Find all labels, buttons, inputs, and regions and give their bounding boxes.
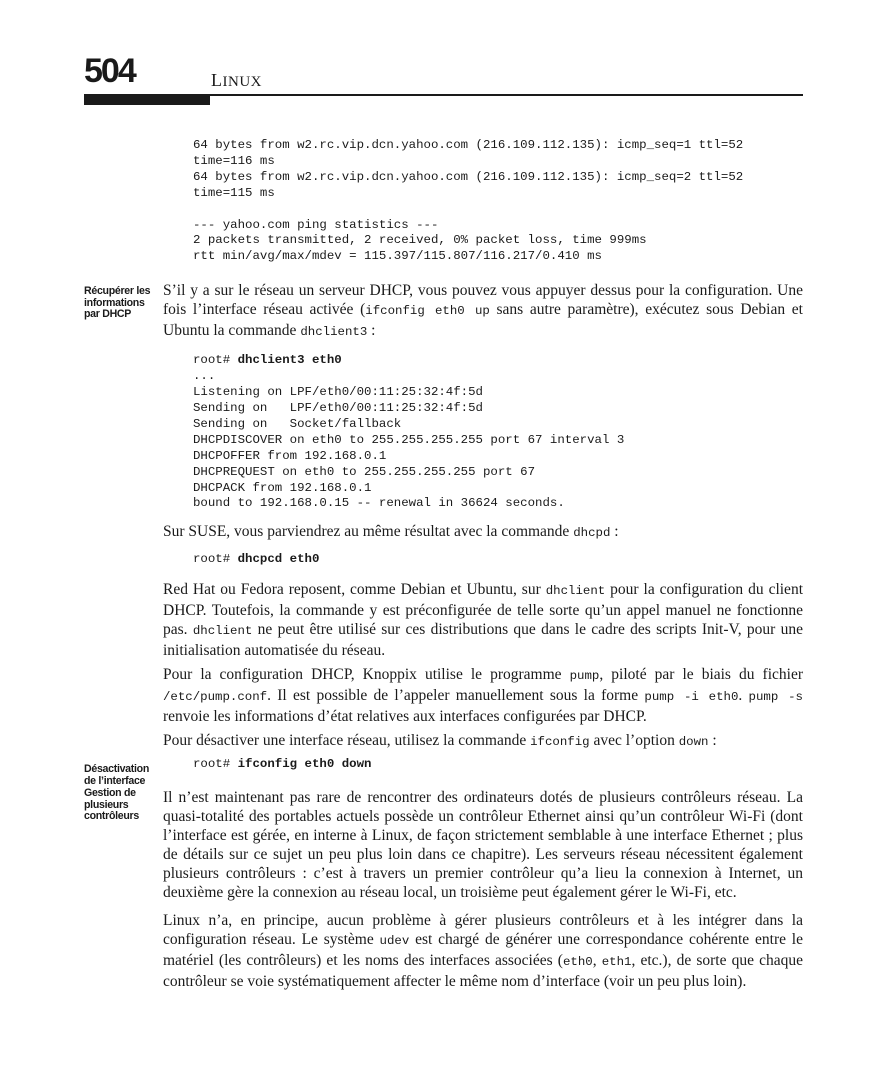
paragraph-linux-udev [163,911,803,991]
text-run: : [610,523,619,541]
inline-code: eth1 [601,955,632,970]
code-line: --- yahoo.com ping statistics --- [193,217,439,232]
code-prompt: root# [193,353,238,368]
code-block-ping [193,138,803,265]
text-run: est chargé de générer une correspondance cohérente entre le matériel (les contrôleurs) et les noms des interfaces associées ( [163,931,803,970]
paragraph-multi-controllers: Il n’est maintenant pas rare de rencontrer des ordinateurs dotés de plusieurs contrôleurs réseau. La quasi-totalité des portables actuels possède un contrôleur Ethernet ainsi qu’un contrôleur Wi-Fi (dont l’interface est gérée, en interne à Linux, de façon strictement semblable à une interface Ethernet ; plus de détails sur ce sujet un peu plus loin dans ce chapitre). Les serveurs réseau nécessitent également plusieurs contrôleurs : c’est à travers un premier contrôleur qu’a lieu la connexion à Internet, un deuxième gère la connexion au réseau local, un troisième peut également gérer le Wi-Fi, etc. [163,789,803,902]
code-command: dhclient3 eth0 [237,353,342,368]
code-line: DHCPREQUEST on eth0 to 255.255.255.255 port 67 [193,464,536,479]
code-prompt: root# [193,552,238,567]
code-line: bound to 192.168.0.15 -- renewal in 36624 seconds. [193,496,565,511]
text-run: ne peut être utilisé sur ces distributions que dans le cadre des scripts Init-V, pour une initialisation automatisée du réseau. [163,621,803,660]
code-line: 64 bytes from w2.rc.vip.dcn.yahoo.com (216.109.112.135): icmp_seq=2 ttl=52 [193,169,744,184]
inline-code: pump -i eth0 [644,690,739,705]
inline-code: pump -s [748,690,803,705]
code-command: dhcpcd eth0 [237,552,320,567]
text-run: . Il est possible de l’appeler manuellement sous la forme [267,687,645,705]
text-run: . [738,687,749,705]
text-run: renvoie les informations d’état relatives aux interfaces configurées par DHCP. [163,708,647,726]
text-run: pour la configuration du client DHCP. Toutefois, la commande y est préconfigurée de telle sorte qu’un appel manuel ne fonctionne pas. [163,581,803,639]
text-run: S’il y a sur le réseau un serveur DHCP, vous pouvez vous appuyer dessus pour la configuration. Une fois l’interface réseau activée ( [163,282,803,319]
text-run: Sur SUSE, vous parviendrez au même résultat avec la commande [163,523,574,541]
inline-code: pump [569,669,600,684]
code-line: DHCPACK from 192.168.0.1 [193,480,372,495]
code-line: time=116 ms [193,153,275,168]
code-line: DHCPOFFER from 192.168.0.1 [193,448,387,463]
inline-code: down [678,735,709,750]
inline-code: eth0 [562,955,593,970]
paragraph-knoppix [163,665,803,726]
text-run: Pour désactiver une interface réseau, utilisez la commande [163,732,531,750]
margin-note-dhcp: Récupérer les informations par DHCP [84,285,151,320]
text-run: Pour la configuration DHCP, Knoppix utilise le programme [163,666,570,684]
text-run: Red Hat ou Fedora reposent, comme Debian et Ubuntu, sur [163,581,546,599]
margin-note-disable: Désactivation de l’interface [84,763,149,787]
text-run: , [592,952,602,970]
margin-note-multi: Gestion de plusieurs contrôleurs [84,787,139,822]
inline-code: dhclient [545,584,606,599]
code-prompt: root# [193,757,238,772]
code-line: rtt min/avg/max/mdev = 115.397/115.807/116.217/0.410 ms [193,249,602,264]
code-line: 64 bytes from w2.rc.vip.dcn.yahoo.com (216.109.112.135): icmp_seq=1 ttl=52 [193,138,744,152]
paragraph-suse [163,522,803,543]
text-run: sans autre paramètre), exécutez sous Debian et Ubuntu la commande [163,301,803,340]
inline-code: ifconfig [530,735,590,750]
inline-code: dhclient3 [300,325,368,340]
inline-code: /etc/pump.conf [163,690,268,705]
text-run: Linux n’a, en principe, aucun problème à gérer plusieurs contrôleurs et à les intégrer dans la configuration réseau. Le système [163,912,803,949]
code-line: Sending on LPF/eth0/00:11:25:32:4f:5d [193,400,483,415]
running-head [211,70,262,91]
running-head-rest: INUX [222,74,262,90]
paragraph-dhcp [163,281,803,342]
code-block-ifconfig-down [193,757,803,773]
text-run: : [367,322,376,340]
inline-code: udev [379,934,410,949]
running-head-initial: L [211,70,223,90]
inline-code: ifconfig eth0 up [365,304,490,319]
paragraph-redhat [163,580,803,660]
code-line: ... [193,369,216,384]
paragraph-disable [163,731,803,752]
page-number: 504 [84,52,135,90]
inline-code: dhcpd [573,526,611,541]
main-content [163,138,803,991]
code-line: Listening on LPF/eth0/00:11:25:32:4f:5d [193,385,483,400]
code-block-dhcpcd [193,552,803,568]
code-line: time=115 ms [193,185,275,200]
text-run: : [708,732,717,750]
code-line: Sending on Socket/fallback [193,416,402,431]
text-run: avec l’option [589,732,679,750]
code-block-dhclient [193,353,803,512]
inline-code: dhclient [192,624,253,639]
code-line: 2 packets transmitted, 2 received, 0% packet loss, time 999ms [193,233,647,248]
code-line: DHCPDISCOVER on eth0 to 255.255.255.255 port 67 interval 3 [193,432,625,447]
header-rule-accent [84,96,210,105]
code-command: ifconfig eth0 down [237,757,372,772]
text-run: , etc.), de sorte que chaque contrôleur se voie systématiquement affecter le même nom d’interface (voir un peu plus loin). [163,952,803,991]
text-run: , piloté par le biais du fichier [599,666,803,684]
